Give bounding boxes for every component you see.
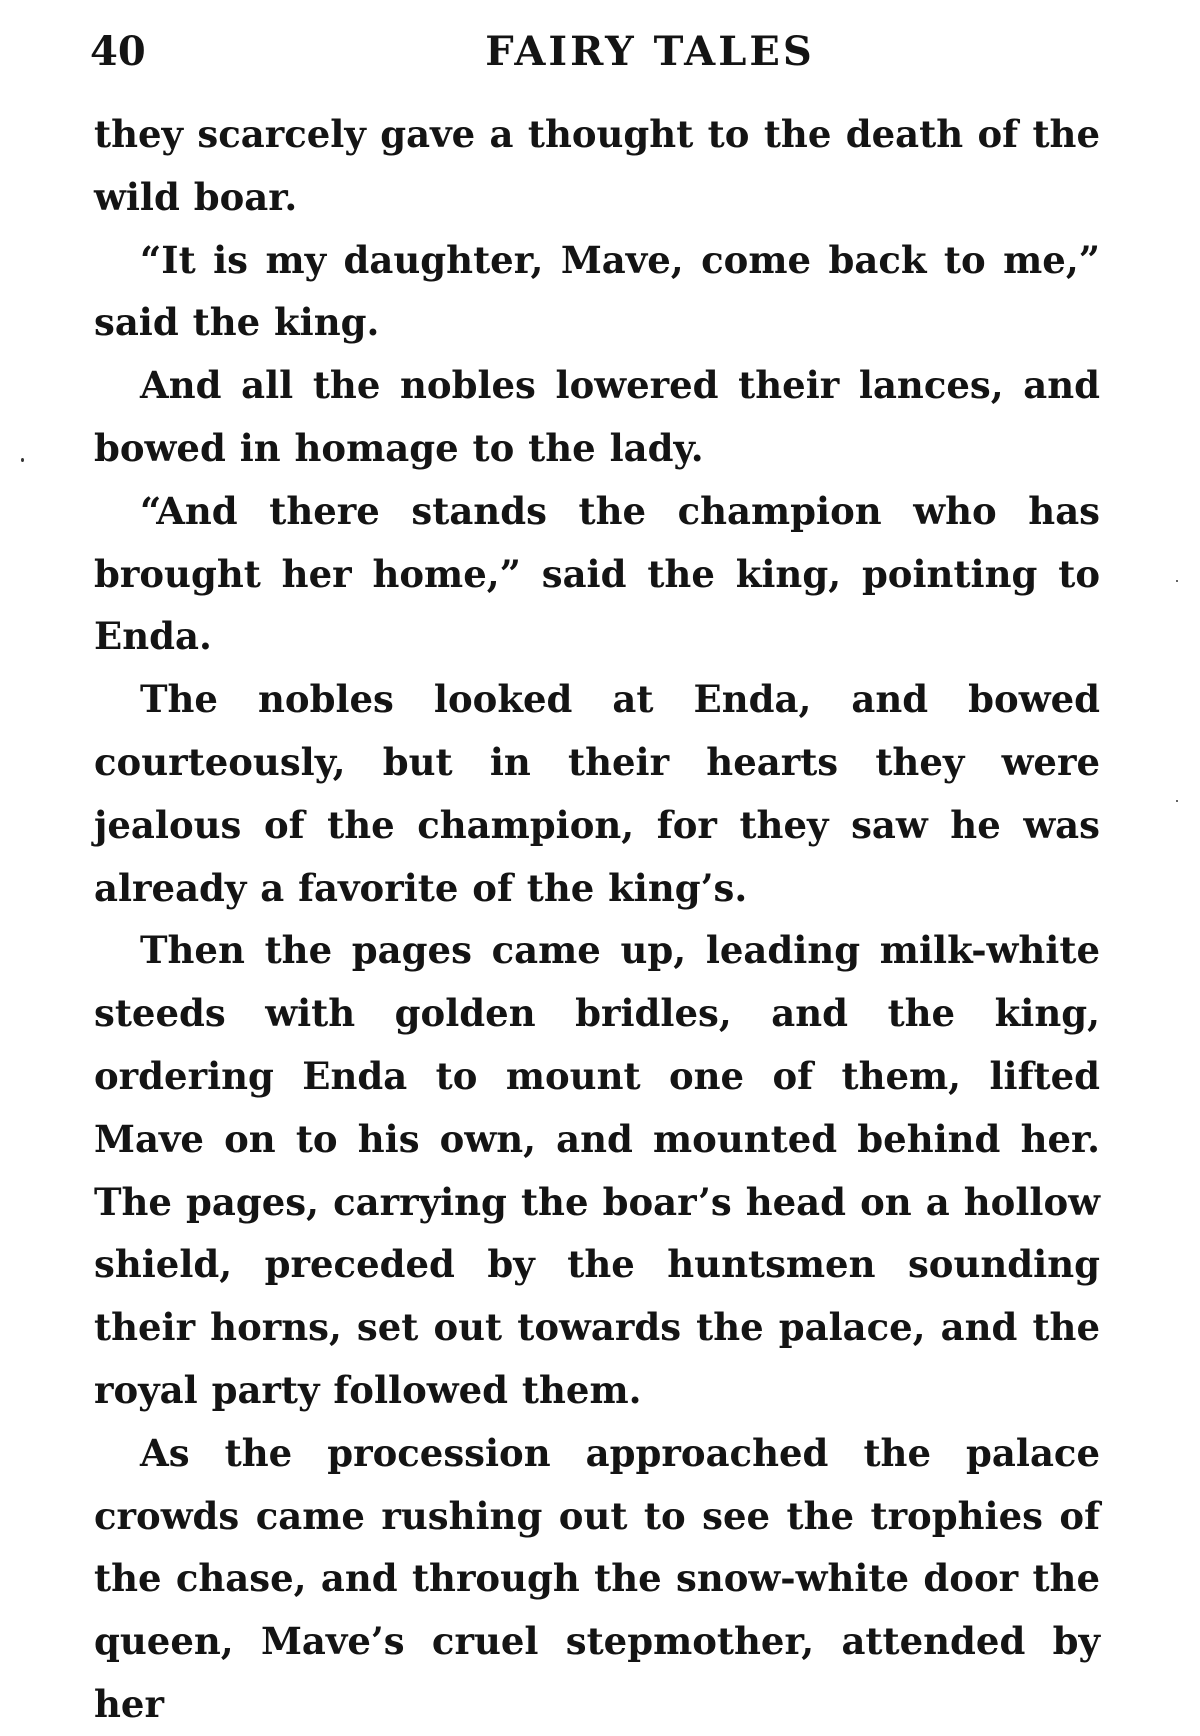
paragraph-nobles-homage: And all the nobles lowered their lances, and bowed in homage to the lady. [94,363,1100,470]
paragraph-nobles-jealous: The nobles looked at Enda, and bowed courteously, but in their hearts they were jealous of the champion, for they saw he was already a favorite of the king’s. [94,677,1100,910]
running-head [90,20,1100,84]
page-number: 40 [90,28,146,75]
paragraph-champion: “And there stands the champion who has brought her home,” said the king, pointing to Enda. [94,488,1100,659]
running-title: FAIRY TALES [485,28,815,75]
print-speck [1176,800,1178,802]
body-text [94,103,1100,1736]
print-speck [1176,580,1178,582]
print-speck [21,458,24,462]
paragraph-pages-steeds: Then the pages came up, leading milk-white steeds with golden bridles, and the king, ordering Enda to mount one of them, lifted Mave on to his own, and mounted behind her. The pages, carrying the boar’s head on a hollow shield, preceded by the huntsmen sounding their horns, set out towards the palace, and the royal party followed them. [94,928,1100,1412]
paragraph-continuation: they scarcely gave a thought to the death of the wild boar. [94,112,1100,219]
paragraph-procession: As the procession approached the palace crowds came rushing out to see the trophies of the chase, and through the snow-white door the queen, Mave’s cruel stepmother, attended by her [94,1430,1100,1726]
paragraph-king-speech: “It is my daughter, Mave, come back to me,” said the king. [94,237,1100,345]
